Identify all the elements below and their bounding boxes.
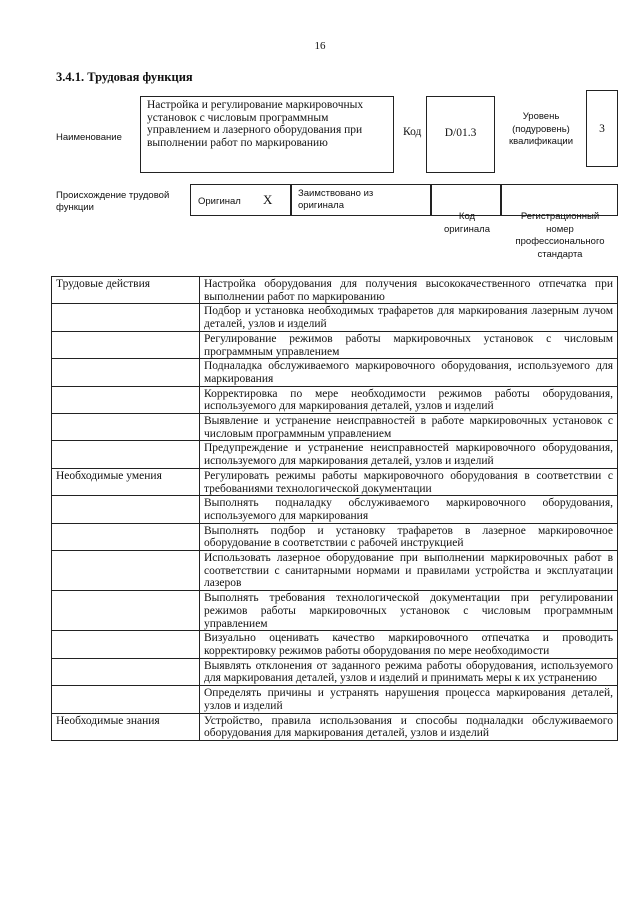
table-row [52, 496, 618, 523]
item-cell: Корректировка по мере необходимости режимов работы оборудования, используемого для маркирования деталей, узлов и изделий [200, 386, 618, 413]
category-cell [52, 359, 200, 386]
table-row [52, 441, 618, 468]
name-value: Настройка и регулирование маркировочных установок с числовым программным управлением и лазерного оборудования при выполнении работ по маркированию [147, 99, 364, 149]
item-cell: Выявлять отклонения от заданного режима работы оборудования, используемого для маркирования деталей, узлов и изделий и принимать меры к их устранению [200, 658, 618, 685]
item-cell: Предупреждение и устранение неисправностей маркировочного оборудования, используемого для маркирования деталей, узлов и изделий [200, 441, 618, 468]
origin-label: Происхождение трудовой функции [56, 190, 170, 213]
item-cell: Устройство, правила использования и способы подналадки обслуживаемого оборудования для маркирования деталей, узлов и изделий [200, 713, 618, 740]
item-cell: Выполнять требования технологической документации при регулировании режимов работы маркировочных установок с числовым программным управлением [200, 591, 618, 631]
category-cell [52, 496, 200, 523]
category-cell: Необходимые знания [52, 713, 200, 740]
category-cell [52, 631, 200, 658]
category-cell [52, 331, 200, 358]
borrowed-box [291, 184, 431, 216]
level-value: 3 [599, 123, 605, 135]
table-row [52, 523, 618, 550]
category-cell [52, 441, 200, 468]
item-cell: Выполнять подналадку обслуживаемого маркировочного оборудования, используемого для маркирования [200, 496, 618, 523]
table-row [52, 551, 618, 591]
name-value-box [140, 96, 394, 173]
original-label: Оригинал [198, 196, 241, 207]
level-label: Уровень (подуровень) квалификации [508, 111, 574, 147]
category-cell [52, 551, 200, 591]
item-cell: Выявление и устранение неисправностей в работе маркировочных установок с числовым программным управлением [200, 414, 618, 441]
category-cell [52, 523, 200, 550]
table-row [52, 591, 618, 631]
level-value-box [586, 90, 618, 167]
table-row [52, 359, 618, 386]
item-cell: Выполнять подбор и установку трафаретов в лазерное маркировочное оборудование в соответствии с рабочей инструкцией [200, 523, 618, 550]
item-cell: Подналадка обслуживаемого маркировочного оборудования, используемого для маркирования [200, 359, 618, 386]
item-cell: Подбор и установка необходимых трафаретов для маркирования лазерным лучом деталей, узлов и изделий [200, 304, 618, 331]
item-cell: Настройка оборудования для получения высококачественного отпечатка при выполнении работ по маркированию [200, 277, 618, 304]
table-row [52, 658, 618, 685]
item-cell: Визуально оценивать качество маркировочного отпечатка и проводить корректировку режимов работы оборудования по мере необходимости [200, 631, 618, 658]
original-box [190, 184, 291, 216]
name-label: Наименование [56, 132, 122, 143]
item-cell: Регулирование режимов работы маркировочных установок с числовым программным управлением [200, 331, 618, 358]
category-cell: Необходимые умения [52, 468, 200, 495]
category-cell [52, 686, 200, 713]
category-cell [52, 414, 200, 441]
table-row [52, 468, 618, 495]
code-value-box [426, 96, 495, 173]
table-row [52, 414, 618, 441]
borrowed-label: Заимствовано из оригинала [298, 188, 374, 211]
category-cell [52, 658, 200, 685]
table-row [52, 304, 618, 331]
item-cell: Регулировать режимы работы маркировочного оборудования в соответствии с требованиями технологической документации [200, 468, 618, 495]
table-row [52, 277, 618, 304]
category-cell [52, 386, 200, 413]
table-row [52, 713, 618, 740]
table-row [52, 631, 618, 658]
table-row [52, 686, 618, 713]
item-cell: Определять причины и устранять нарушения процесса маркирования деталей, узлов и изделий [200, 686, 618, 713]
page-number: 16 [314, 40, 326, 52]
code-label: Код [403, 126, 422, 138]
table-row [52, 386, 618, 413]
function-table [51, 276, 618, 741]
table-row [52, 331, 618, 358]
code-caption: Код оригинала [443, 211, 490, 235]
code-value: D/01.3 [444, 127, 477, 139]
reg-caption: Регистрационный номер профессионального стандарта [515, 211, 605, 260]
item-cell: Использовать лазерное оборудование при выполнении маркировочных работ в соответствии с санитарными нормами и правилами устройства и эксплуатации лазеров [200, 551, 618, 591]
category-cell: Трудовые действия [52, 277, 200, 304]
section-title: 3.4.1. Трудовая функция [56, 70, 193, 84]
category-cell [52, 591, 200, 631]
category-cell [52, 304, 200, 331]
original-mark: X [263, 192, 273, 207]
